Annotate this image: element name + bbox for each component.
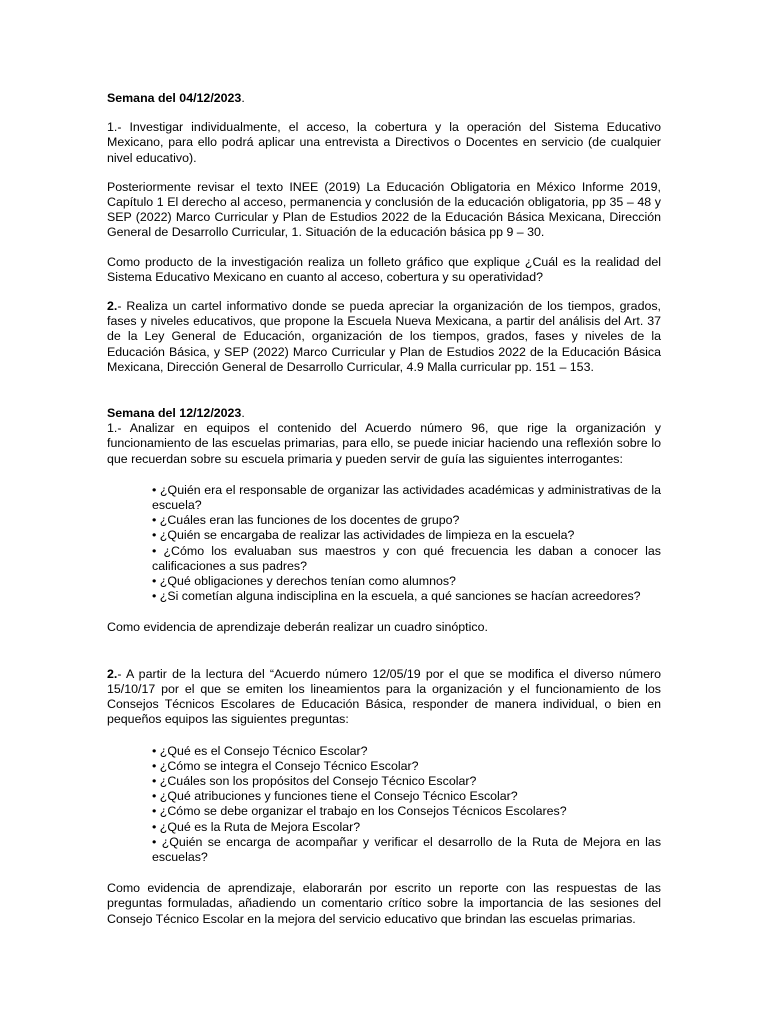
week2-questions-list-1 (107, 483, 661, 605)
list-item: • ¿Qué es el Consejo Técnico Escolar? (152, 744, 661, 759)
week1-review-text: Posteriormente revisar el texto INEE (2019) La Educación Obligatoria en México Informe 2019, Capítulo 1 El derecho al acceso, permanencia y conclusión de la educación obligatoria, pp 35 – 48 y SEP (2022) Marco Curricular y Plan de Estudios 2022 de la Educación Básica Mexicana, Dirección General de Desarrollo Curricular, 1. Situación de la educación básica pp 9 – 30. (107, 179, 661, 240)
list-item: • ¿Quién era el responsable de organizar las actividades académicas y administrativas de la escuela? (152, 483, 661, 513)
week2-questions-list-2 (107, 744, 661, 866)
week2-task1: 1.- Analizar en equipos el contenido del Acuerdo número 96, que rige la organización y funcionamiento de las escuelas primarias, para ello, se puede iniciar haciendo una reflexión sobre lo que recuerdan sobre su escuela primaria y pueden servir de guía las siguientes interrogantes: (107, 421, 661, 466)
list-item: • ¿Qué obligaciones y derechos tenían como alumnos? (152, 574, 661, 589)
week1-task2: 2.- Realiza un cartel informativo donde se pueda apreciar la organización de los tiempos, grados, fases y niveles educativos, que propone la Escuela Nueva Mexicana, a partir del análisis del Art. 37 de la Ley General de Educación, organización de los tiempos, grados, fases y niveles de la Educación Básica, y SEP (2022) Marco Curricular y Plan de Estudios 2022 de la Educación Básica Mexicana, Dirección General de Desarrollo Curricular, 4.9 Malla curricular pp. 151 – 153. (107, 299, 661, 374)
list-item: • ¿Cómo se integra el Consejo Técnico Escolar? (152, 759, 661, 774)
week1-task1: 1.- Investigar individualmente, el acceso, la cobertura y la operación del Sistema Educativo Mexicano, para ello podrá aplicar una entrevista a Directivos o Docentes en servicio (de cualquier nivel educativo). (107, 120, 661, 165)
week2-evidence-2: Como evidencia de aprendizaje, elaborarán por escrito un reporte con las respuestas de las preguntas formuladas, añadiendo un comentario crítico sobre la importancia de las sesiones del Consejo Técnico Escolar en la mejora del servicio educativo que brindan las escuelas primarias. (107, 881, 661, 926)
week2-evidence-1: Como evidencia de aprendizaje deberán realizar un cuadro sinóptico. (107, 620, 488, 635)
document-page (107, 91, 661, 927)
week2-task2: 2.- A partir de la lectura del “Acuerdo número 12/05/19 por el que se modifica el diverso número 15/10/17 por el que se emiten los lineamientos para la organización y el funcionamiento de los Consejos Técnicos Escolares de Educación Básica, responder de manera individual, o bien en pequeños equipos las siguientes preguntas: (107, 666, 661, 727)
week2-heading: Semana del 12/12/2023. (107, 406, 245, 421)
list-item: • ¿Quién se encarga de acompañar y verificar el desarrollo de la Ruta de Mejora en las escuelas? (152, 835, 661, 865)
list-item: • ¿Qué es la Ruta de Mejora Escolar? (152, 820, 661, 835)
list-item: • ¿Si cometían alguna indisciplina en la escuela, a qué sanciones se hacían acreedores? (152, 589, 661, 604)
list-item: • ¿Cuáles son los propósitos del Consejo Técnico Escolar? (152, 774, 661, 789)
list-item: • ¿Cuáles eran las funciones de los docentes de grupo? (152, 513, 661, 528)
list-item: • ¿Quién se encargaba de realizar las actividades de limpieza en la escuela? (152, 528, 661, 543)
week1-heading: Semana del 04/12/2023. (107, 91, 245, 105)
list-item: • ¿Cómo los evaluaban sus maestros y con qué frecuencia les daban a conocer las calificaciones a sus padres? (152, 544, 661, 574)
week1-product-text: Como producto de la investigación realiza un folleto gráfico que explique ¿Cuál es la realidad del Sistema Educativo Mexicano en cuanto al acceso, cobertura y su operatividad? (107, 254, 661, 284)
list-item: • ¿Cómo se debe organizar el trabajo en los Consejos Técnicos Escolares? (152, 804, 661, 819)
list-item: • ¿Qué atribuciones y funciones tiene el Consejo Técnico Escolar? (152, 789, 661, 804)
